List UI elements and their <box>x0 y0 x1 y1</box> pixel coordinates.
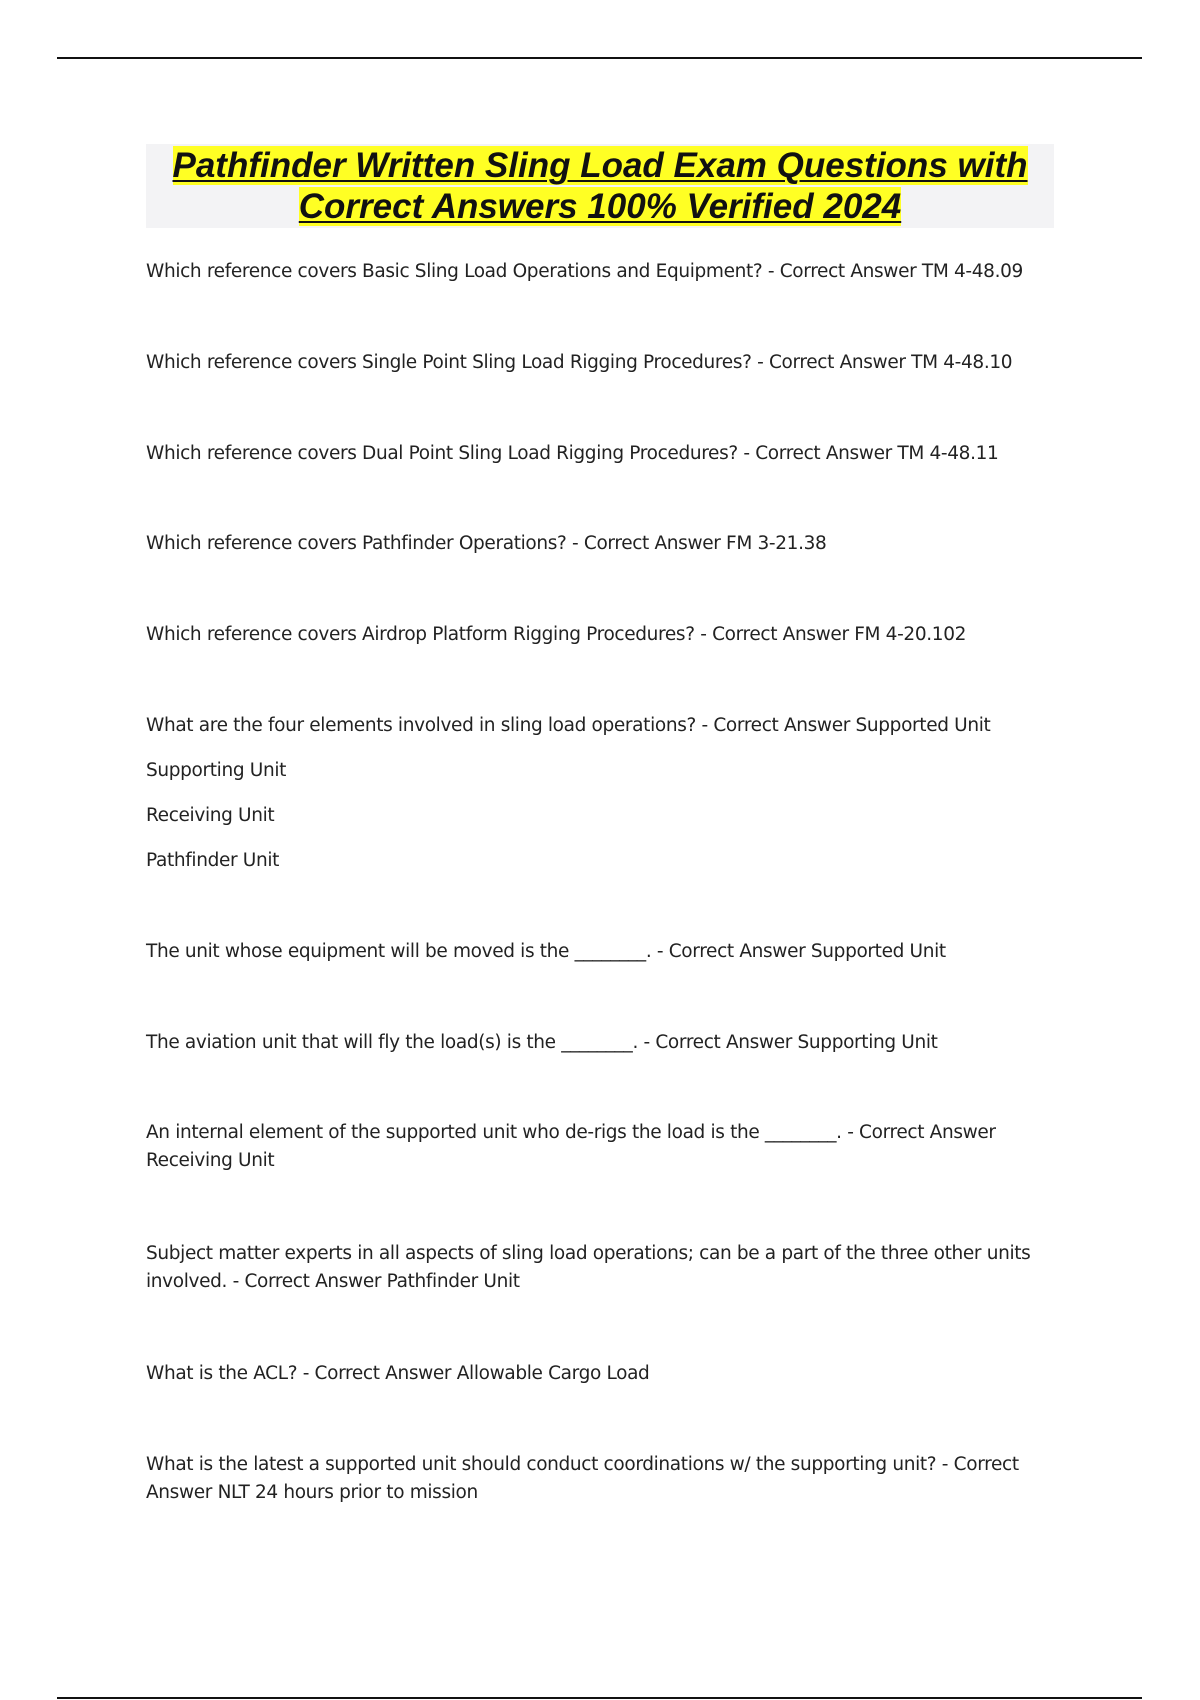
qa-item-4 <box>146 530 1046 558</box>
title-block <box>146 144 1054 228</box>
top-rule <box>57 57 1142 59</box>
qa-text: What is the latest a supported unit should conduct coordinations w/ the supporting unit? - Correct Answer NLT 24 hours prior to mission <box>146 1454 1019 1503</box>
bottom-rule <box>57 1697 1142 1699</box>
qa-item-9 <box>146 1119 1031 1175</box>
qa-text: The aviation unit that will fly the load(s) is the ________. - Correct Answer Supporting Unit <box>146 1032 938 1053</box>
qa-item-2 <box>146 349 1046 377</box>
qa-item-8 <box>146 1029 1046 1057</box>
document-title: Pathfinder Written Sling Load Exam Questions with Correct Answers 100% Verified 2024 <box>172 146 1028 226</box>
qa-text: Which reference covers Airdrop Platform Rigging Procedures? - Correct Answer FM 4-20.102 <box>146 624 967 645</box>
qa-text: Which reference covers Basic Sling Load Operations and Equipment? - Correct Answer TM 4-48.09 <box>146 261 1023 282</box>
qa-text: What are the four elements involved in sling load operations? - Correct Answer Supported Unit <box>146 715 991 736</box>
qa-item-7 <box>146 938 1046 966</box>
qa-item-11 <box>146 1360 1046 1388</box>
qa-text: An internal element of the supported unit who de-rigs the load is the ________. - Correct Answer Receiving Unit <box>146 1122 996 1171</box>
qa-text: What is the ACL? - Correct Answer Allowable Cargo Load <box>146 1363 650 1384</box>
qa-text: Which reference covers Dual Point Sling Load Rigging Procedures? - Correct Answer TM 4-48.11 <box>146 443 999 464</box>
qa-text: Subject matter experts in all aspects of sling load operations; can be a part of the three other units involved. - Correct Answer Pathfinder Unit <box>146 1243 1031 1292</box>
qa-list-item: Supporting Unit <box>146 760 287 781</box>
qa-list-item: Pathfinder Unit <box>146 850 280 871</box>
qa-text: The unit whose equipment will be moved is the ________. - Correct Answer Supported Unit <box>146 941 946 962</box>
qa-text: Which reference covers Single Point Sling Load Rigging Procedures? - Correct Answer TM 4-48.10 <box>146 352 1013 373</box>
qa-item-1 <box>146 258 1046 286</box>
qa-text: Which reference covers Pathfinder Operations? - Correct Answer FM 3-21.38 <box>146 533 827 554</box>
qa-item-6 <box>146 712 1046 875</box>
qa-item-10 <box>146 1240 1046 1296</box>
qa-item-3 <box>146 440 1046 468</box>
qa-list-item: Receiving Unit <box>146 805 275 826</box>
qa-item-12 <box>146 1451 1046 1507</box>
qa-item-5 <box>146 621 1046 649</box>
